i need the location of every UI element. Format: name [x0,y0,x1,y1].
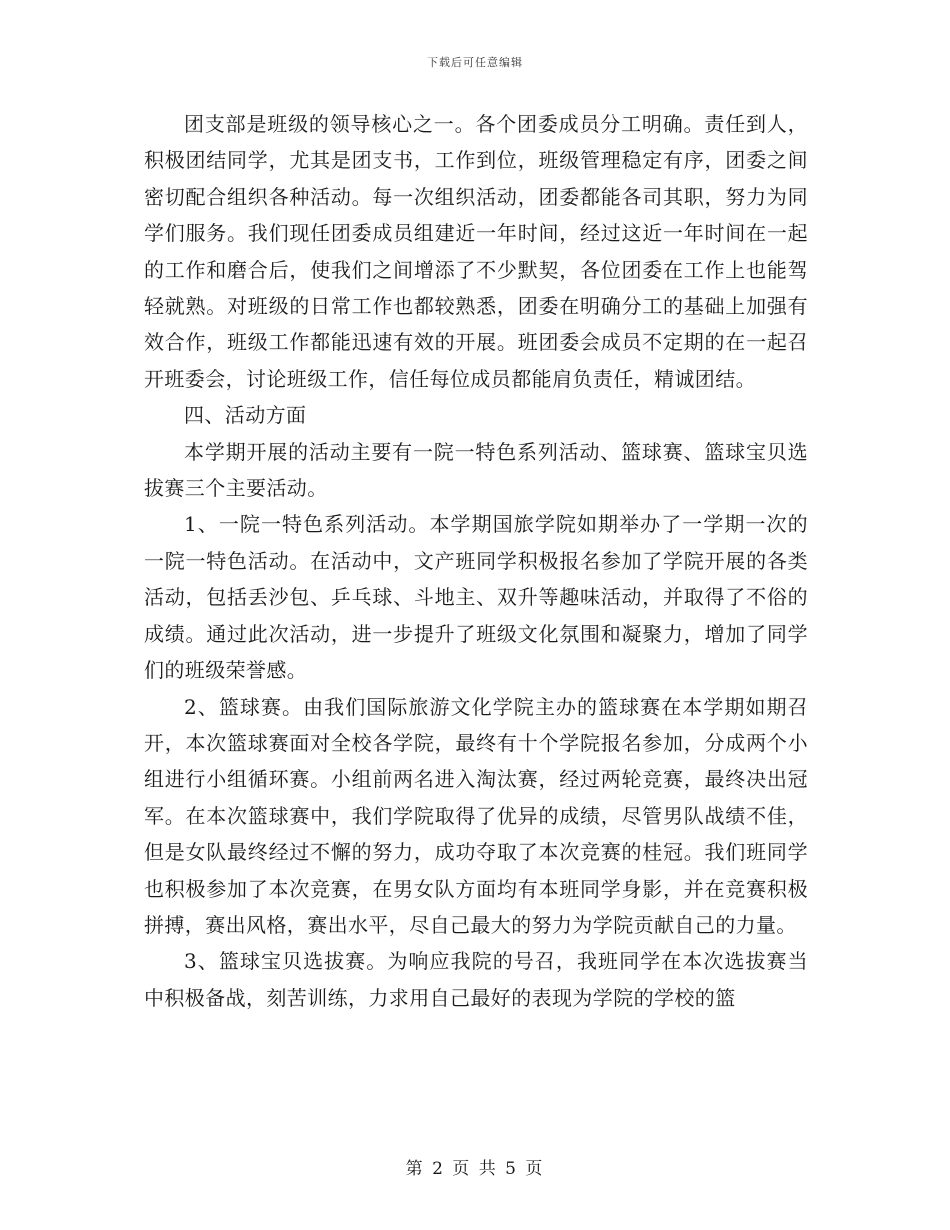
document-body [144,106,808,1016]
section-heading-activities: 四、活动方面 [184,403,307,428]
page-number: 第 2 页 共 5 页 [405,1159,545,1179]
header-note: 下载后可任意编辑 [427,56,523,69]
paragraph-activities-summary: 本学期开展的活动主要有一院一特色系列活动、篮球赛、篮球宝贝选拔赛三个主要活动。 [144,439,808,501]
paragraph-activity-selection: 3、篮球宝贝选拔赛。为响应我院的号召，我班同学在本次选拔赛当中积极备战，刻苦训练，力求用自己最好的表现为学院的学校的篮 [144,949,808,1010]
paragraph-league-branch: 团支部是班级的领导核心之一。各个团委成员分工明确。责任到人，积极团结同学，尤其是团支书，工作到位，班级管理稳定有序，团委之间密切配合组织各种活动。每一次组织活动，团委都能各司其职，努力为同学们服务。我们现任团委成员组建近一年时间，经过这近一年时间在一起的工作和磨合后，使我们之间增添了不少默契，各位团委在工作上也能驾轻就熟。对班级的日常工作也都较熟悉，团委在明确分工的基础上加强有效合作，班级工作都能迅速有效的开展。班团委会成员不定期的在一起召开班委会，讨论班级工作，信任每位成员都能肩负责任，精诚团结。 [144,112,808,391]
paragraph-activity-one: 1、一院一特色系列活动。本学期国旅学院如期举办了一学期一次的一院一特色活动。在活动中，文产班同学积极报名参加了学院开展的各类活动，包括丢沙包、乒乓球、斗地主、双升等趣味活动，并取得了不俗的成绩。通过此次活动，进一步提升了班级文化氛围和凝聚力，增加了同学们的班级荣誉感。 [144,512,808,683]
paragraph-activity-basketball: 2、篮球赛。由我们国际旅游文化学院主办的篮球赛在本学期如期召开，本次篮球赛面对全校各学院，最终有十个学院报名参加，分成两个小组进行小组循环赛。小组前两名进入淘汰赛，经过两轮竞赛，最终决出冠军。在本次篮球赛中，我们学院取得了优异的成绩，尽管男队战绩不佳，但是女队最终经过不懈的努力，成功夺取了本次竞赛的桂冠。我们班同学也积极参加了本次竞赛，在男女队方面均有本班同学身影，并在竞赛积极拼搏，赛出风格，赛出水平，尽自己最大的努力为学院贡献自己的力量。 [144,694,808,937]
